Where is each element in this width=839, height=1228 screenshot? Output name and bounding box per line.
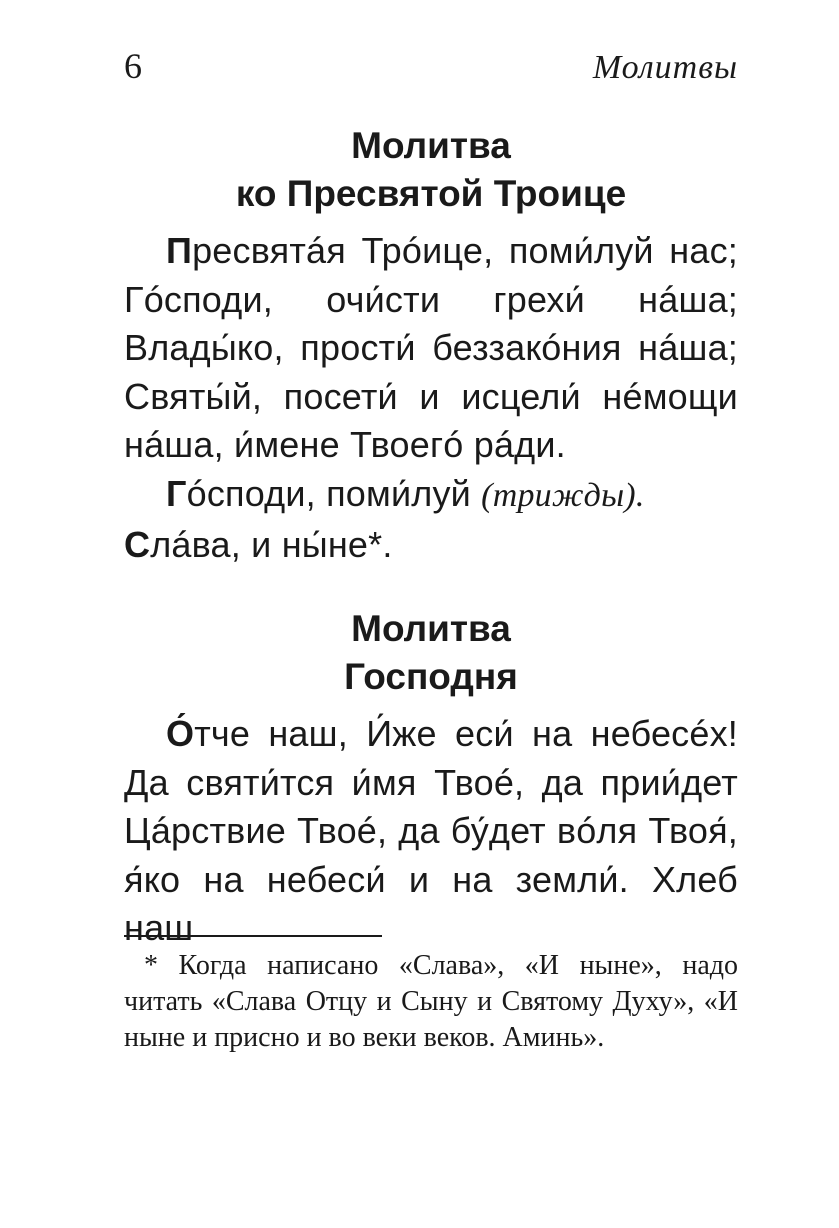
footnote: * Когда написано «Слава», «И ныне», надо читать «Слава Отцу и Сыну и Святому Духу», «И ныне и присно и во веки веков. Аминь».	[124, 950, 738, 1053]
initial-letter: С	[124, 523, 151, 565]
section-title-lords-prayer	[124, 605, 738, 701]
book-page	[124, 0, 738, 1228]
initial-letter: Г	[166, 473, 187, 514]
prayer-text: тче наш, И́же еси́ на небесéх! Да святи́тся и́мя Твоé, да прии́дет Цáрствие Твоé, да бу́дет вóля Твоя́, я́ко на небеси́ и на земли́. Хлеб наш	[124, 713, 738, 948]
page-number: 6	[124, 46, 142, 86]
rubric-instruction: (трижды).	[481, 477, 645, 514]
footnote-divider	[124, 935, 382, 937]
prayer-paragraph	[124, 227, 738, 470]
initial-letter: О́	[166, 713, 195, 754]
running-head: Молитвы	[592, 49, 738, 86]
prayer-text: óсподи, поми́луй	[186, 473, 482, 514]
prayer-paragraph	[124, 470, 738, 569]
section-title-line: Господня	[344, 656, 518, 697]
section-title-line: Молитва	[351, 608, 511, 649]
prayer-text: ресвятáя Трóице, поми́луй нас; Гóсподи, очи́сти грехи́ нáша; Влады́ко, прости́ беззакóния нáша; Святы́й, посети́ и исцели́ нéмощи нáша, и́мене Твоегó рáди.	[124, 230, 738, 465]
prayer-paragraph	[124, 710, 738, 953]
section-title-holy-trinity	[124, 122, 738, 218]
prayer-text: лáва, и ны́не*.	[150, 523, 393, 565]
initial-letter: П	[166, 230, 193, 271]
section-title-line: ко Пресвятой Троице	[235, 173, 627, 214]
slava-line	[124, 521, 738, 570]
section-title-line: Молитва	[351, 125, 511, 166]
